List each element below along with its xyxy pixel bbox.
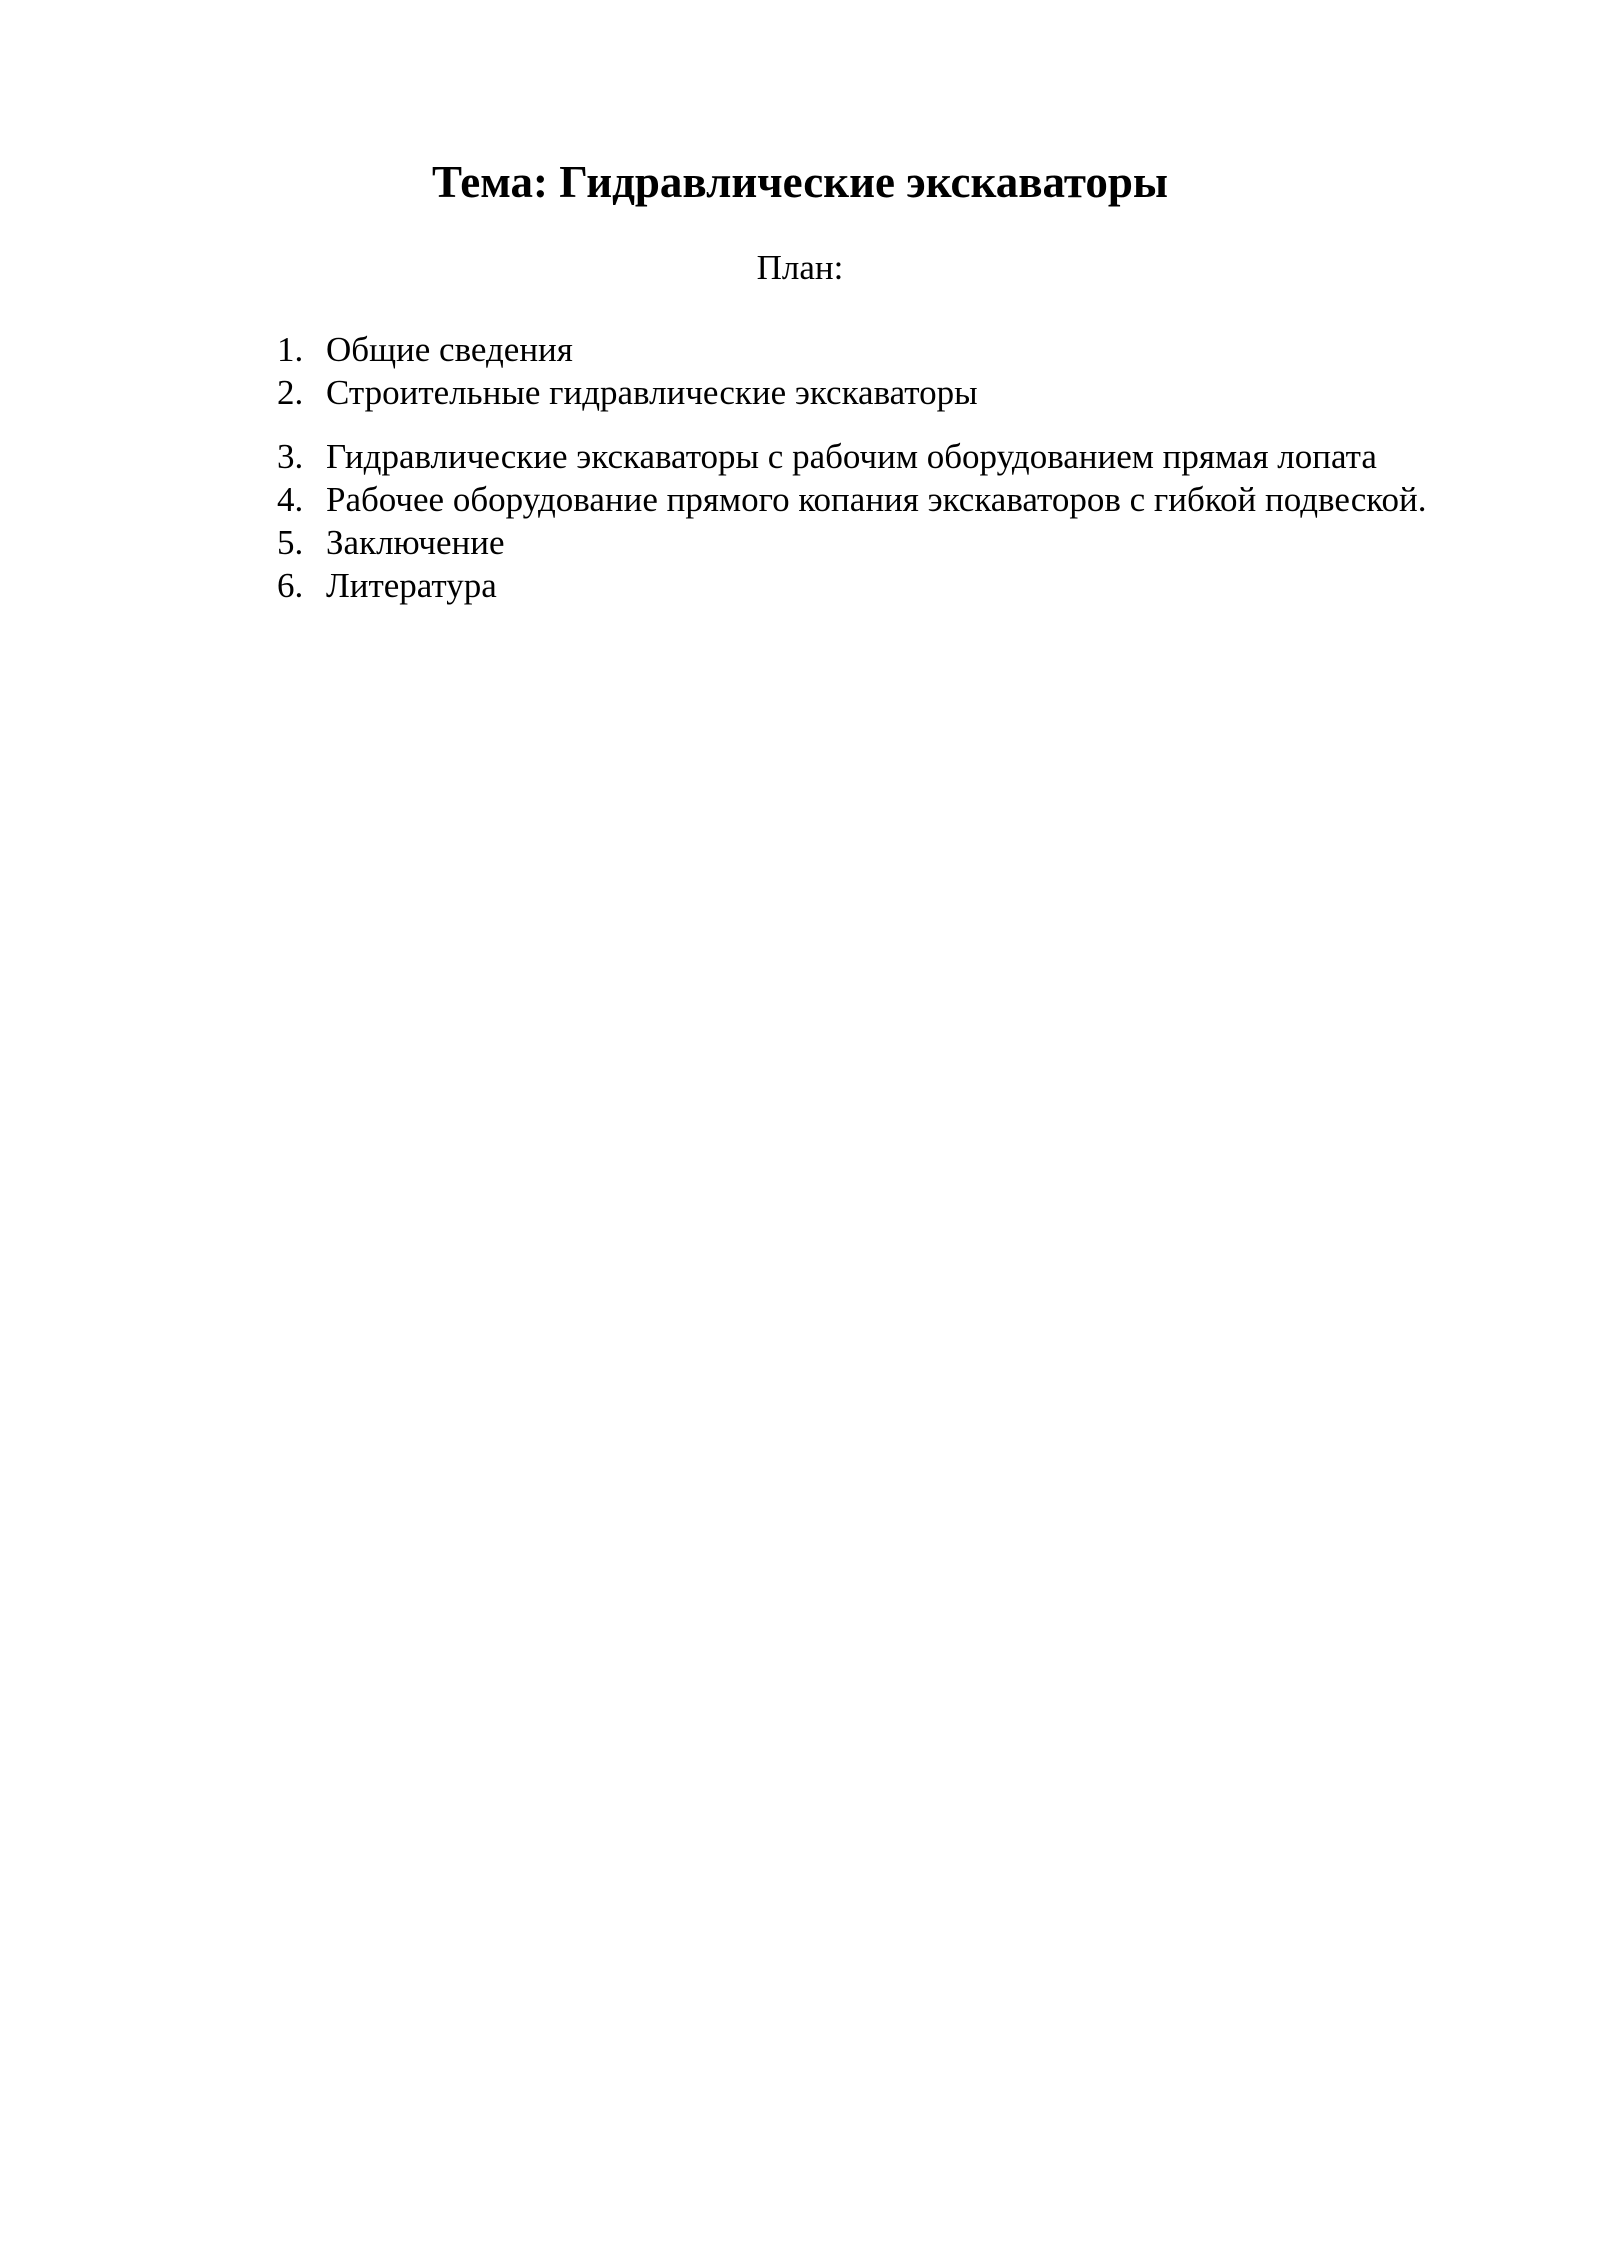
plan-item-text: Рабочее оборудование прямого копания экскаваторов с гибкой подвеской. (326, 480, 1427, 519)
plan-item-text: Заключение (326, 523, 505, 562)
plan-item-number: 1. (277, 330, 304, 369)
plan-item (277, 478, 1497, 521)
plan-item-number: 4. (277, 480, 304, 519)
plan-list (277, 328, 1497, 607)
plan-item-text: Общие сведения (326, 330, 573, 369)
plan-item (277, 371, 1497, 414)
plan-item-number: 5. (277, 523, 304, 562)
plan-item (277, 328, 1497, 371)
plan-item (277, 521, 1497, 564)
plan-item-number: 6. (277, 566, 304, 605)
plan-item-text: Строительные гидравлические экскаваторы (326, 373, 978, 412)
plan-item (277, 564, 1497, 607)
plan-item-text: Гидравлические экскаваторы с рабочим оборудованием прямая лопата (326, 437, 1377, 476)
plan-item-number: 2. (277, 373, 304, 412)
plan-item-text: Литература (326, 566, 497, 605)
plan-item (277, 435, 1497, 478)
plan-item-number: 3. (277, 437, 304, 476)
document-title: Тема: Гидравлические экскаваторы (431, 157, 1169, 207)
plan-heading: План: (756, 248, 844, 287)
